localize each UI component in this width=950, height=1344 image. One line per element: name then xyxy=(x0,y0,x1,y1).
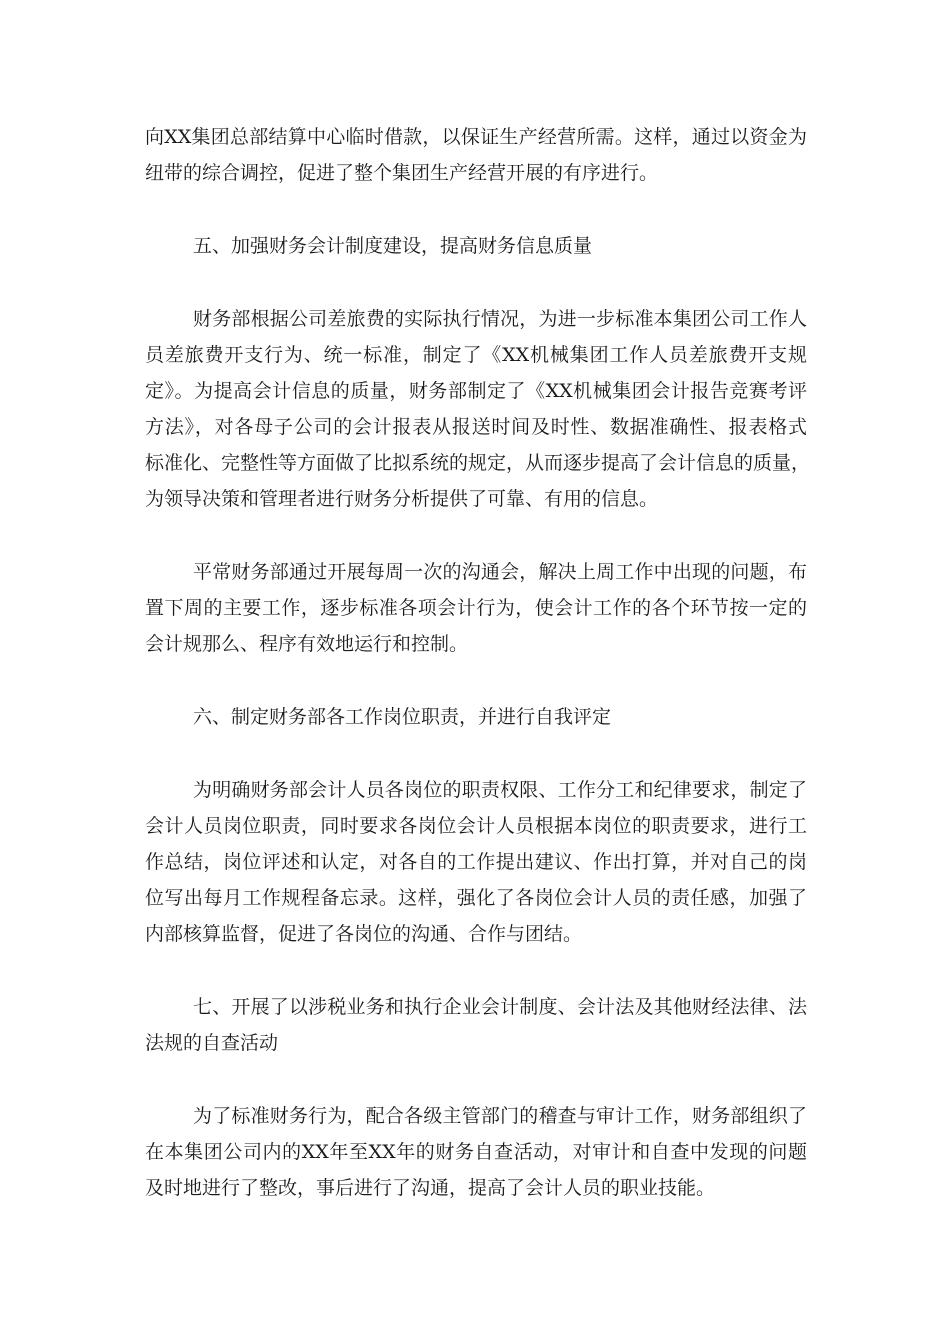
text-line: 方法》，对各母子公司的会计报表从报送时间及时性、数据准确性、报表格式 xyxy=(145,416,807,438)
paragraph-travel-expense xyxy=(145,301,811,517)
text-line: 标准化、完整性等方面做了比拟系统的规定，从而逐步提高了会计信息的质量， xyxy=(145,452,811,474)
heading-text: 七、开展了以涉税业务和执行企业会计制度、会计法及其他财经法律、法 xyxy=(193,996,807,1018)
paragraph-self-inspection xyxy=(145,1098,807,1206)
heading-text: 六、制定财务部各工作岗位职责，并进行自我评定 xyxy=(193,706,612,728)
document-page xyxy=(145,119,811,1206)
section-heading-7 xyxy=(145,989,807,1061)
text-line: 财务部根据公司差旅费的实际执行情况，为进一步标准本集团公司工作人 xyxy=(193,308,807,330)
text-line: 为明确财务部会计人员各岗位的职责权限、工作分工和纪律要求，制定了 xyxy=(193,779,807,801)
paragraph-post-duties xyxy=(145,772,807,952)
text-line: 会计规那么、程序有效地运行和控制。 xyxy=(145,633,469,655)
text-line: 会计人员岗位职责，同时要求各岗位会计人员根据本岗位的职责要求，进行工 xyxy=(145,815,807,837)
section-heading-6 xyxy=(145,699,807,735)
heading-text: 法规的自查活动 xyxy=(145,1032,279,1054)
text-line: 为领导决策和管理者进行财务分析提供了可靠、有用的信息。 xyxy=(145,488,659,510)
paragraph-continued xyxy=(145,119,807,191)
text-line: 置下周的主要工作，逐步标准各项会计行为，使会计工作的各个环节按一定的 xyxy=(145,597,807,619)
text-line: 内部核算监督，促进了各岗位的沟通、合作与团结。 xyxy=(145,923,583,945)
text-line: 定》。为提高会计信息的质量，财务部制定了《XX机械集团会计报告竞赛考评 xyxy=(145,380,807,402)
text-line: 在本集团公司内的XX年至XX年的财务自查活动，对审计和自查中发现的问题 xyxy=(145,1141,807,1163)
paragraph-weekly-meeting xyxy=(145,554,807,662)
heading-text: 五、加强财务会计制度建设，提高财务信息质量 xyxy=(193,235,593,257)
text-line: 及时地进行了整改，事后进行了沟通，提高了会计人员的职业技能。 xyxy=(145,1177,716,1199)
text-line: 员差旅费开支行为、统一标准，制定了《XX机械集团工作人员差旅费开支规 xyxy=(145,344,807,366)
text-line: 纽带的综合调控，促进了整个集团生产经营开展的有序进行。 xyxy=(145,162,659,184)
text-line: 平常财务部通过开展每周一次的沟通会，解决上周工作中出现的问题，布 xyxy=(193,561,807,583)
text-line: 位写出每月工作规程备忘录。这样，强化了各岗位会计人员的责任感，加强了 xyxy=(145,887,807,909)
text-line: 为了标准财务行为，配合各级主管部门的稽查与审计工作，财务部组织了 xyxy=(193,1105,807,1127)
text-line: 向XX集团总部结算中心临时借款，以保证生产经营所需。这样，通过以资金为 xyxy=(145,126,807,148)
text-line: 作总结，岗位评述和认定，对各自的工作提出建议、作出打算，并对自己的岗 xyxy=(145,851,807,873)
section-heading-5 xyxy=(145,228,807,264)
